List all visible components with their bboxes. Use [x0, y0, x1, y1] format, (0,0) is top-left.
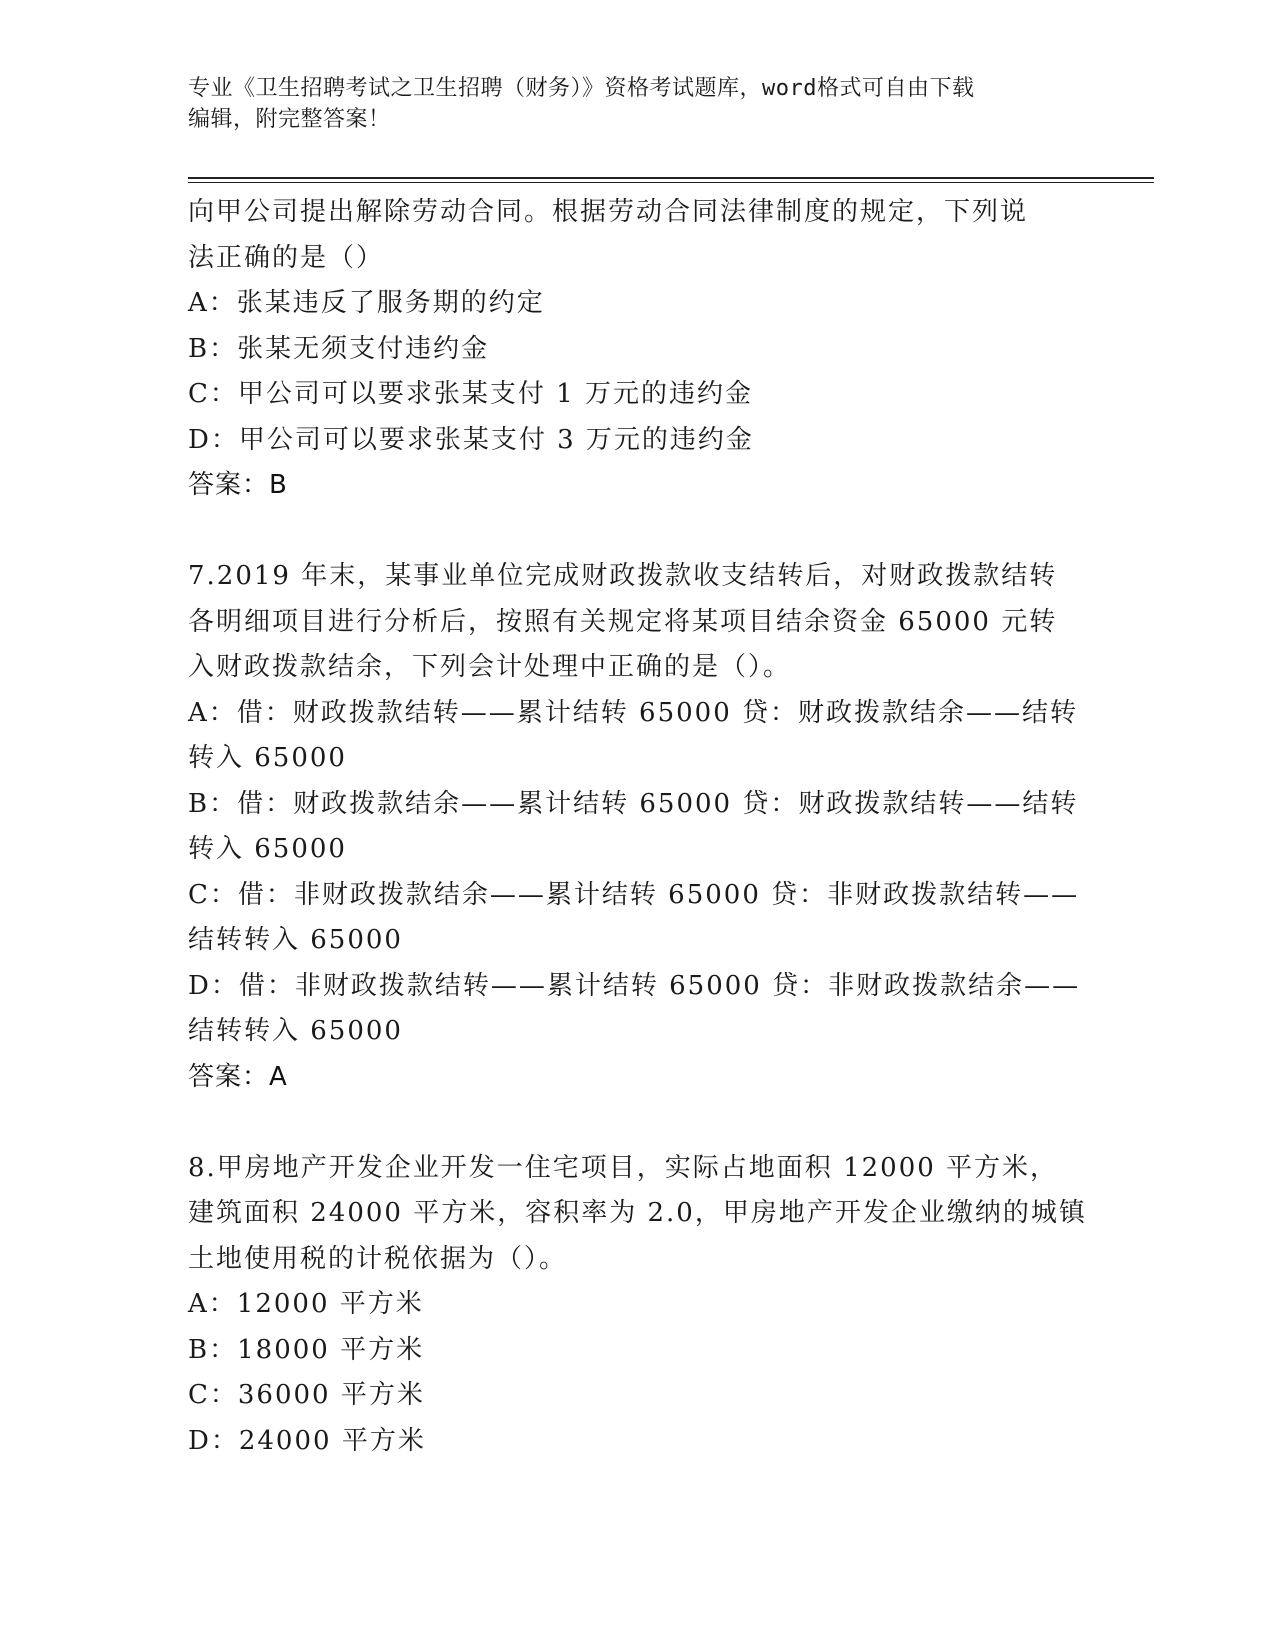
question-stem-line: 向甲公司提出解除劳动合同。根据劳动合同法律制度的规定，下列说 [188, 197, 1029, 227]
answer-label: 答案：A [188, 1061, 288, 1092]
option-a-continued: 转入 65000 [188, 743, 347, 773]
question-stem-line: 各明细项目进行分析后，按照有关规定将某项目结余资金 65000 元转 [188, 606, 1058, 637]
option-d: D：借：非财政拨款结转——累计结转 65000 贷：非财政拨款结余—— [188, 970, 1081, 1001]
question-content [188, 190, 1088, 1464]
option-c: C：甲公司可以要求张某支付 1 万元的违约金 [188, 379, 753, 409]
option-c: C：借：非财政拨款结余——累计结转 65000 贷：非财政拨款结转—— [188, 879, 1080, 910]
option-d: D：24000 平方米 [188, 1425, 426, 1456]
question-6 [188, 190, 1088, 509]
header-line-2: 编辑，附完整答案！ [188, 107, 391, 132]
option-b-continued: 转入 65000 [188, 834, 347, 864]
header-line-1: 专业《卫生招聘考试之卫生招聘（财务）》资格考试题库，word格式可自由下载 [188, 76, 975, 101]
spacer [188, 509, 1088, 555]
question-stem-line: 入财政拨款结余，下列会计处理中正确的是（）。 [188, 652, 792, 682]
header-rule-thick [188, 177, 1154, 179]
question-stem-line: 法正确的是（） [188, 242, 385, 273]
question-stem-line: 建筑面积 24000 平方米，容积率为 2.0，甲房地产开发企业缴纳的城镇 [188, 1198, 1087, 1228]
question-stem-line: 土地使用税的计税依据为（）。 [188, 1243, 568, 1274]
document-header [188, 73, 1088, 135]
spacer [188, 1100, 1088, 1146]
option-a: A：张某违反了服务期的约定 [188, 288, 545, 318]
option-a: A：12000 平方米 [188, 1289, 424, 1319]
option-b: B：张某无须支付违约金 [188, 333, 490, 364]
question-stem-line: 7.2019 年末，某事业单位完成财政拨款收支结转后，对财政拨款结转 [188, 561, 1058, 591]
option-d: D：甲公司可以要求张某支付 3 万元的违约金 [188, 424, 754, 455]
option-a: A：借：财政拨款结转——累计结转 65000 贷：财政拨款结余——结转 [188, 697, 1079, 728]
option-d-continued: 结转转入 65000 [188, 1016, 403, 1046]
question-7 [188, 554, 1088, 1100]
header-rule-thin [188, 182, 1154, 183]
option-b: B：18000 平方米 [188, 1334, 425, 1365]
option-c-continued: 结转转入 65000 [188, 925, 403, 955]
answer-label: 答案：B [188, 470, 288, 500]
question-8 [188, 1146, 1088, 1465]
question-stem-line: 8.甲房地产开发企业开发一住宅项目，实际占地面积 12000 平方米， [188, 1152, 1059, 1183]
option-b: B：借：财政拨款结余——累计结转 65000 贷：财政拨款结转——结转 [188, 788, 1079, 819]
option-c: C：36000 平方米 [188, 1380, 425, 1410]
